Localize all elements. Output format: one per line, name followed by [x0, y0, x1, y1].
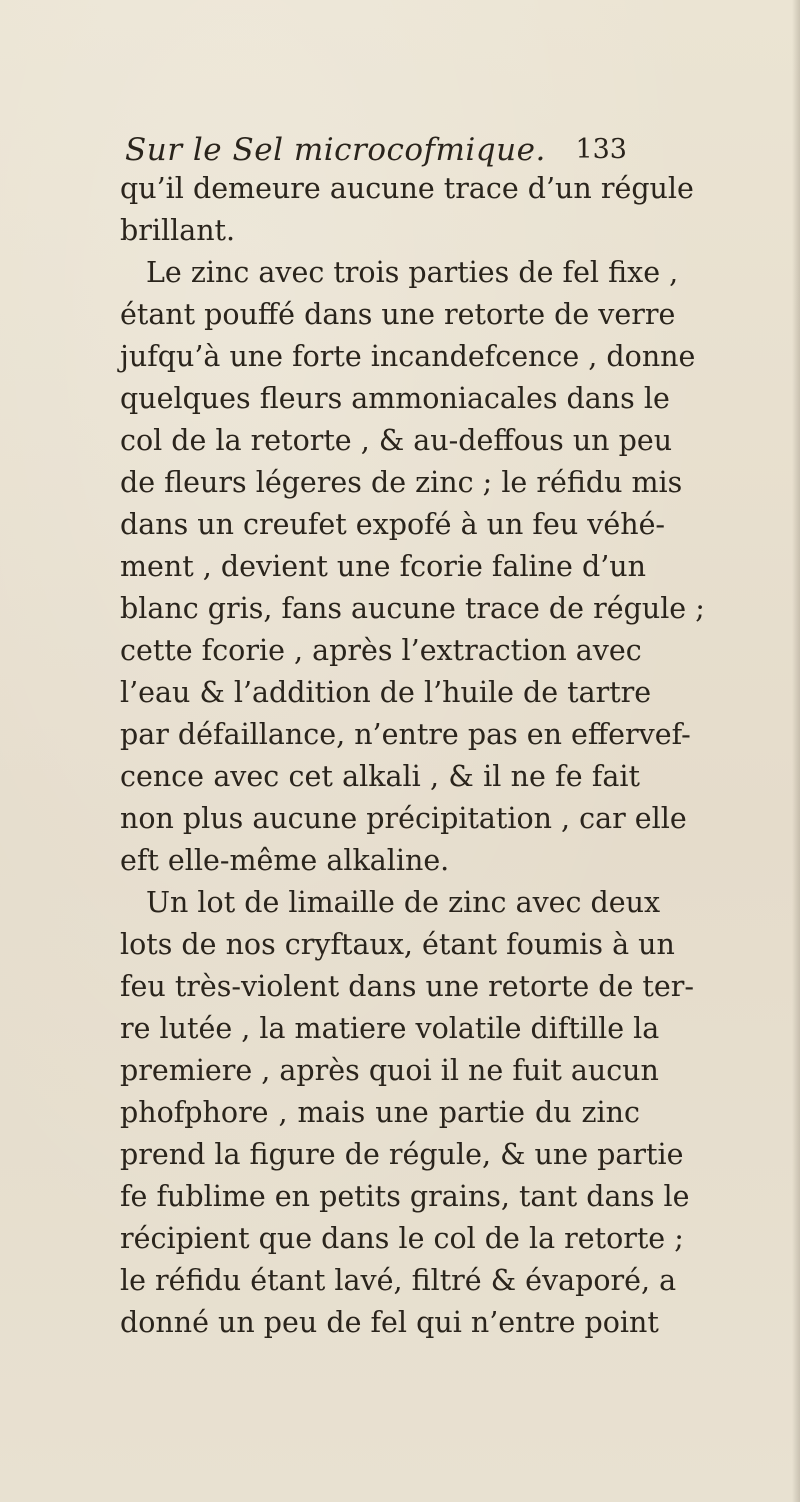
text-line: Le zinc avec trois parties de fel fixe ,	[146, 256, 679, 289]
text-line: phofphore , mais une partie du zinc	[120, 1096, 640, 1129]
text-line: re lutée , la matiere volatile diftille la	[120, 1012, 660, 1045]
text-line: l’eau & l’addition de l’huile de tartre	[120, 676, 652, 709]
page-edge-shadow	[792, 0, 800, 1502]
text-line: jufqu’à une forte incandefcence , donne	[120, 340, 696, 373]
text-line: de fleurs légeres de zinc ; le réfidu mis	[120, 466, 683, 499]
text-line: dans un creufet expofé à un feu véhé-	[120, 508, 666, 541]
text-line: feu très-violent dans une retorte de ter-	[120, 970, 695, 1003]
text-line: premiere , après quoi il ne fuit aucun	[120, 1054, 659, 1087]
text-line: par défaillance, n’entre pas en effervef-	[120, 718, 691, 751]
text-line: blanc gris, fans aucune trace de régule ;	[120, 592, 705, 625]
text-line: ment , devient une fcorie faline d’un	[120, 550, 646, 583]
text-line: fe fublime en petits grains, tant dans le	[120, 1180, 690, 1213]
text-line: prend la figure de régule, & une partie	[120, 1138, 684, 1171]
text-line: eft elle-même alkaline.	[120, 844, 450, 877]
text-line: col de la retorte , & au-deffous un peu	[120, 424, 673, 457]
text-line: cence avec cet alkali , & il ne fe fait	[120, 760, 640, 793]
text-line: quelques fleurs ammoniacales dans le	[120, 382, 670, 415]
text-line: brillant.	[120, 214, 236, 247]
text-line: lots de nos cryftaux, étant foumis à un	[120, 928, 675, 961]
text-line: récipient que dans le col de la retorte ;	[120, 1222, 684, 1255]
running-title: Sur le Sel microcofmique.	[125, 132, 546, 168]
text-line: qu’il demeure aucune trace d’un régule	[120, 172, 694, 205]
text-line: le réfidu étant lavé, filtré & évaporé, a	[120, 1264, 677, 1297]
text-line: étant pouffé dans une retorte de verre	[120, 298, 676, 331]
text-line: Un lot de limaille de zinc avec deux	[146, 886, 661, 919]
page-number: 133	[575, 134, 627, 165]
text-line: cette fcorie , après l’extraction avec	[120, 634, 642, 667]
text-line: non plus aucune précipitation , car elle	[120, 802, 687, 835]
body-text	[120, 168, 705, 1344]
text-line: donné un peu de fel qui n’entre point	[120, 1306, 659, 1339]
